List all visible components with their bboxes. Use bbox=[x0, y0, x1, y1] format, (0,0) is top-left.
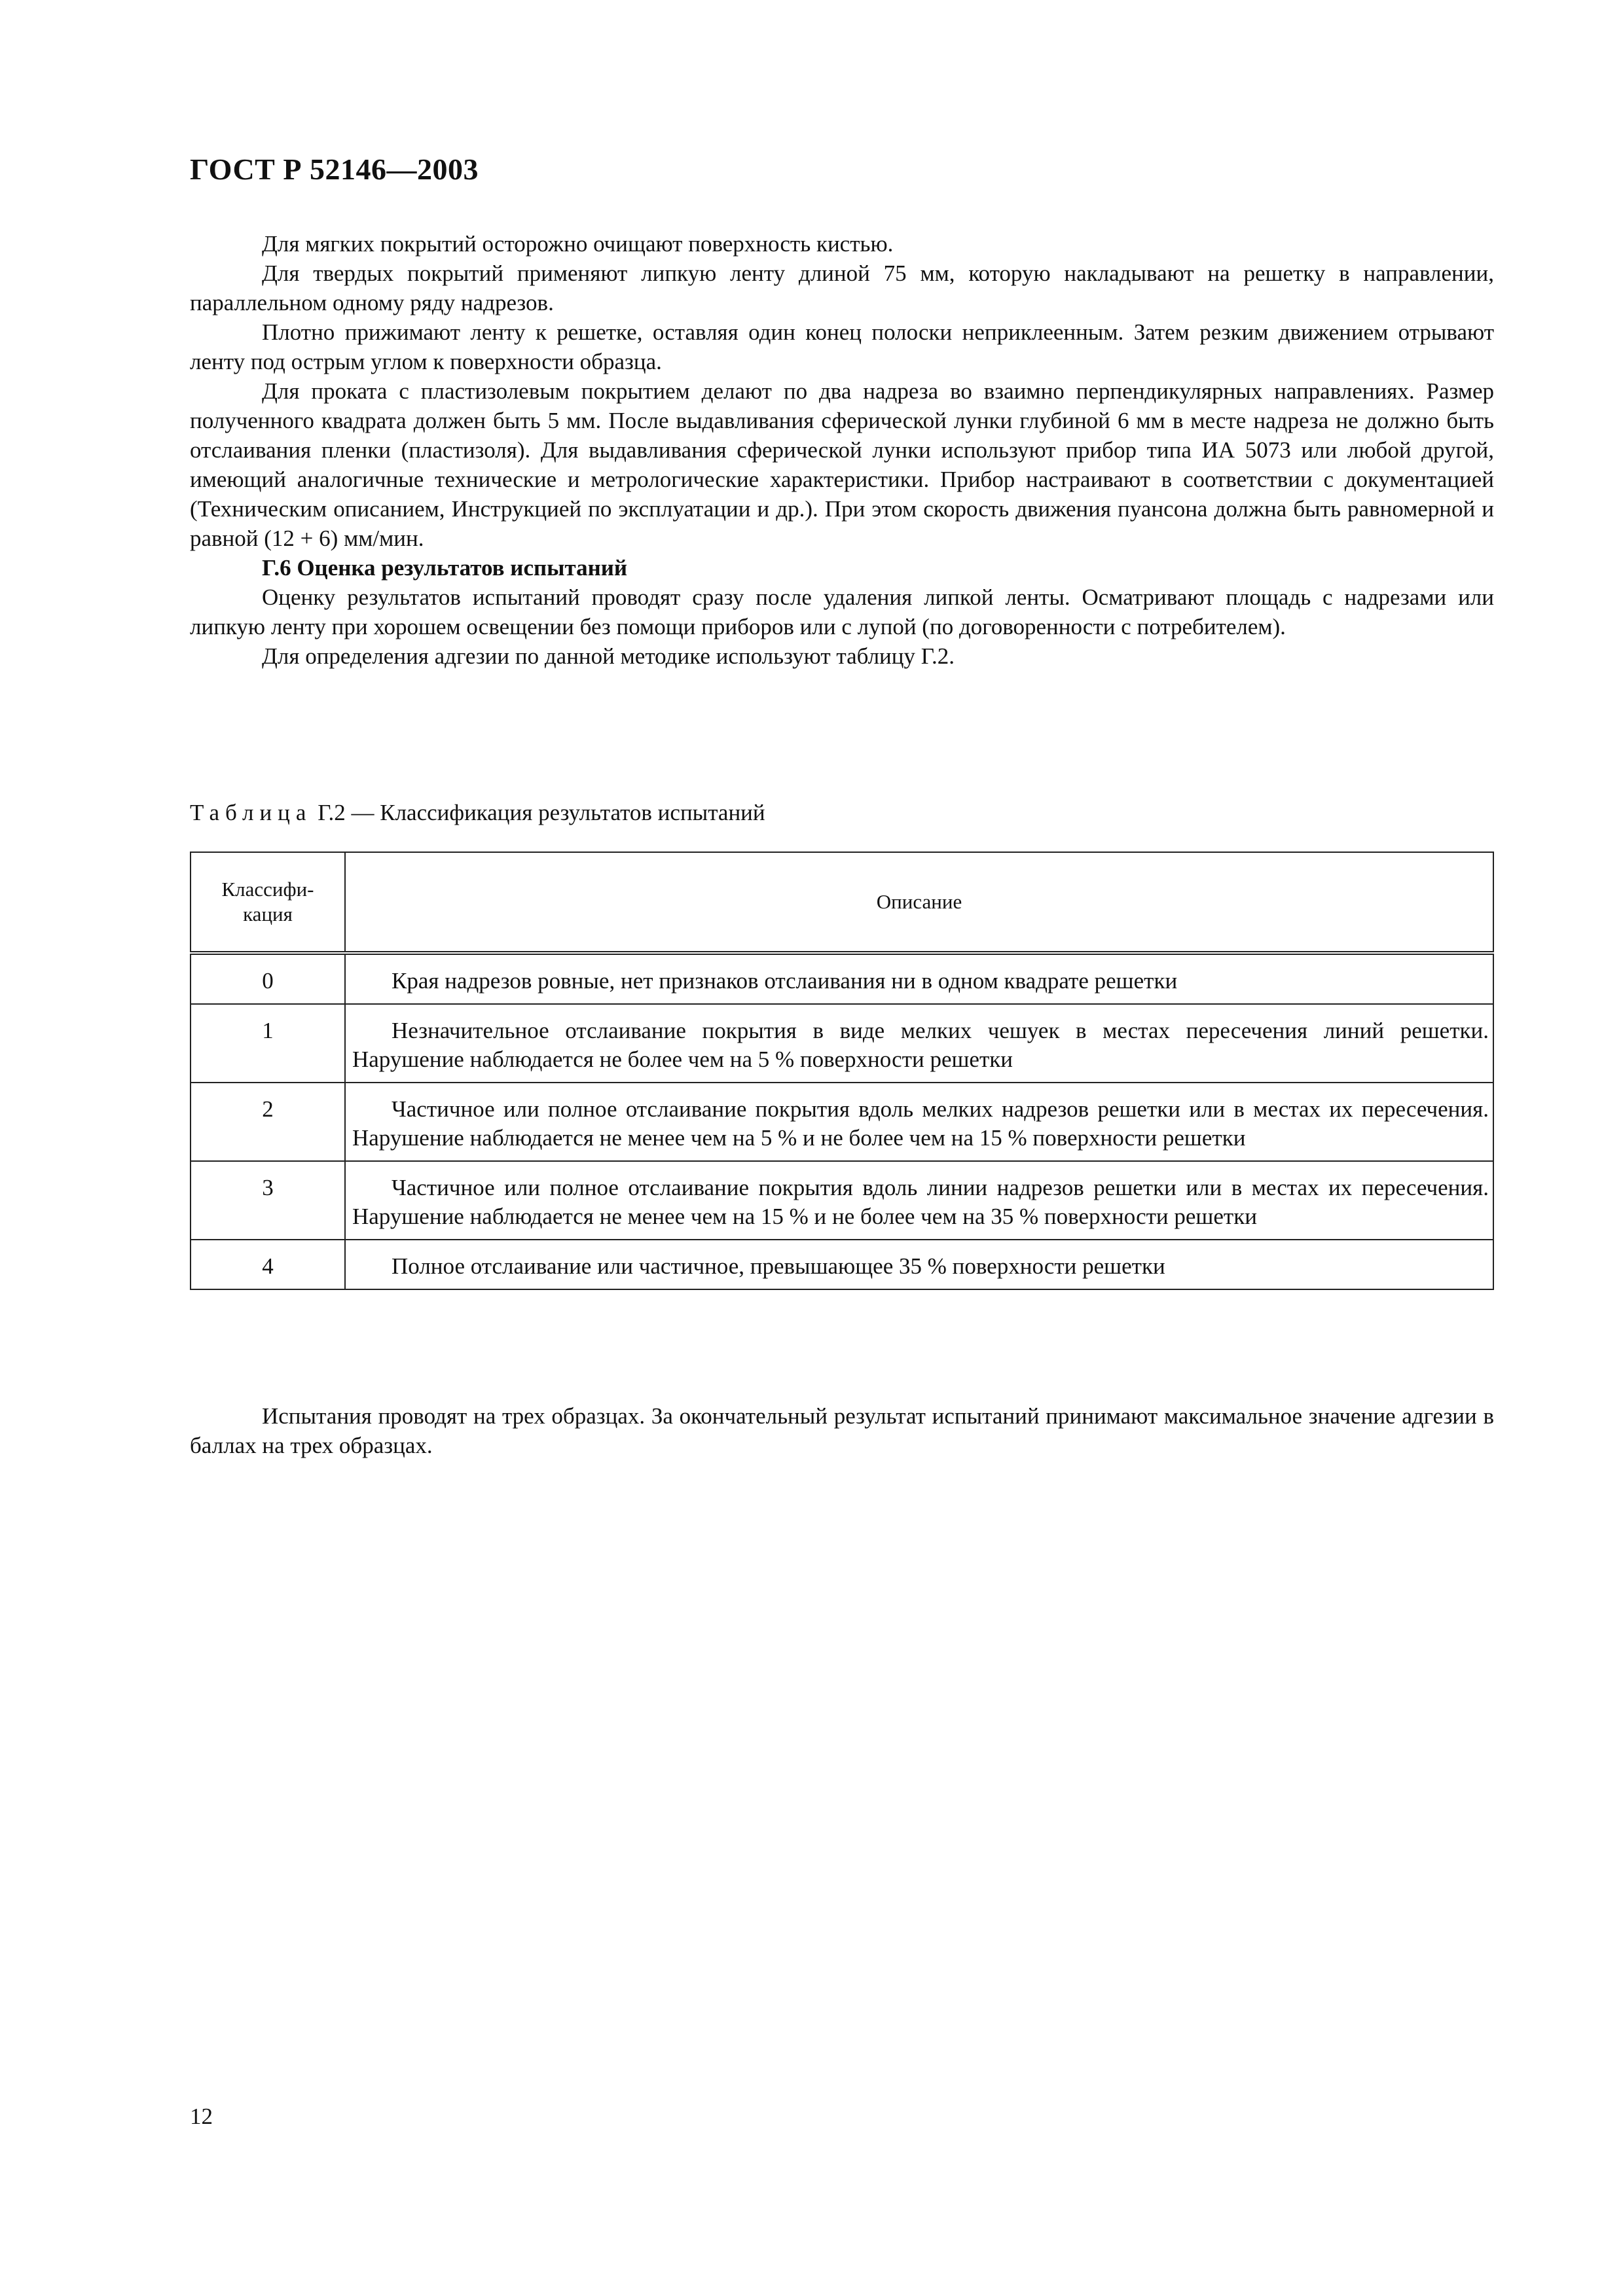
table-row bbox=[191, 1004, 1493, 1083]
description-cell: Частичное или полное отслаивание покрытия вдоль линии надрезов решетки или в местах их пересечения. Нарушение наблюдается не менее чем на 15 % и не более чем на 35 % поверхности решетки bbox=[345, 1161, 1493, 1240]
description-cell: Края надрезов ровные, нет признаков отслаивания ни в одном квадрате решетки bbox=[345, 953, 1493, 1004]
class-cell: 3 bbox=[191, 1161, 345, 1240]
table-row bbox=[191, 1083, 1493, 1161]
paragraph-plastisol: Для проката с пластизолевым покрытием делают по два надреза во взаимно перпендикулярных направлениях. Размер полученного квадрата должен быть 5 мм. После выдавливания сферической лунки глубиной 6 мм в месте надреза не должно быть отслаивания пленки (пластизоля). Для выдавливания сферической лунки используют прибор типа ИА 5073 или любой другой, имеющий аналогичные технические и метрологические характеристики. Прибор настраивают в соответствии с документацией (Техническим описанием, Инструкцией по эксплуатации и др.). При этом скорость движения пуансона должна быть равномерной и равной (12 + 6) мм/мин. bbox=[190, 378, 1494, 551]
paragraph-evaluation: Оценку результатов испытаний проводят сразу после удаления липкой ленты. Осматривают площадь с надрезами или липкую ленту при хорошем освещении без помощи приборов или с лупой (по договоренности с потребителем). bbox=[190, 584, 1494, 639]
class-cell: 0 bbox=[191, 953, 345, 1004]
header-classification bbox=[191, 852, 345, 953]
class-cell: 1 bbox=[191, 1004, 345, 1083]
table-row bbox=[191, 1161, 1493, 1240]
document-header: ГОСТ Р 52146—2003 bbox=[190, 152, 479, 186]
classification-table bbox=[190, 852, 1494, 1290]
body-text bbox=[190, 229, 1494, 671]
class-cell: 2 bbox=[191, 1083, 345, 1161]
paragraph-closing: Испытания проводят на трех образцах. За окончательный результат испытаний принимают максимальное значение адгезии в баллах на трех образцах. bbox=[190, 1403, 1494, 1458]
section-heading: Г.6 Оценка результатов испытаний bbox=[262, 555, 628, 581]
paragraph-hard-coatings: Для твердых покрытий применяют липкую ленту длиной 75 мм, которую накладывают на решетку в направлении, параллельном одному ряду надрезов. bbox=[190, 260, 1494, 315]
closing-text bbox=[190, 1401, 1494, 1460]
header-classification-text: Классифи- кация bbox=[221, 878, 314, 925]
table-row bbox=[191, 953, 1493, 1004]
paragraph-tape-removal: Плотно прижимают ленту к решетке, оставляя один конец полоски неприклеенным. Затем резким движением отрывают ленту под острым углом к поверхности образца. bbox=[190, 319, 1494, 374]
description-cell: Частичное или полное отслаивание покрытия вдоль мелких надрезов решетки или в местах их пересечения. Нарушение наблюдается не менее чем на 5 % и не более чем на 15 % поверхности решетки bbox=[345, 1083, 1493, 1161]
paragraph-soft-coatings: Для мягких покрытий осторожно очищают поверхность кистью. bbox=[262, 231, 894, 257]
table-caption-text: Г.2 — Классификация результатов испытаний bbox=[312, 800, 765, 825]
table-row bbox=[191, 1240, 1493, 1289]
table-caption-word: Таблица bbox=[190, 800, 312, 825]
paragraph-table-reference: Для определения адгезии по данной методике используют таблицу Г.2. bbox=[262, 643, 955, 669]
page-number: 12 bbox=[190, 2104, 213, 2129]
header-description: Описание bbox=[345, 852, 1493, 953]
table-header-row bbox=[191, 852, 1493, 953]
description-cell: Полное отслаивание или частичное, превышающее 35 % поверхности решетки bbox=[345, 1240, 1493, 1289]
table-caption bbox=[190, 798, 765, 827]
description-cell: Незначительное отслаивание покрытия в виде мелких чешуек в местах пересечения линий решетки. Нарушение наблюдается не более чем на 5 % поверхности решетки bbox=[345, 1004, 1493, 1083]
class-cell: 4 bbox=[191, 1240, 345, 1289]
